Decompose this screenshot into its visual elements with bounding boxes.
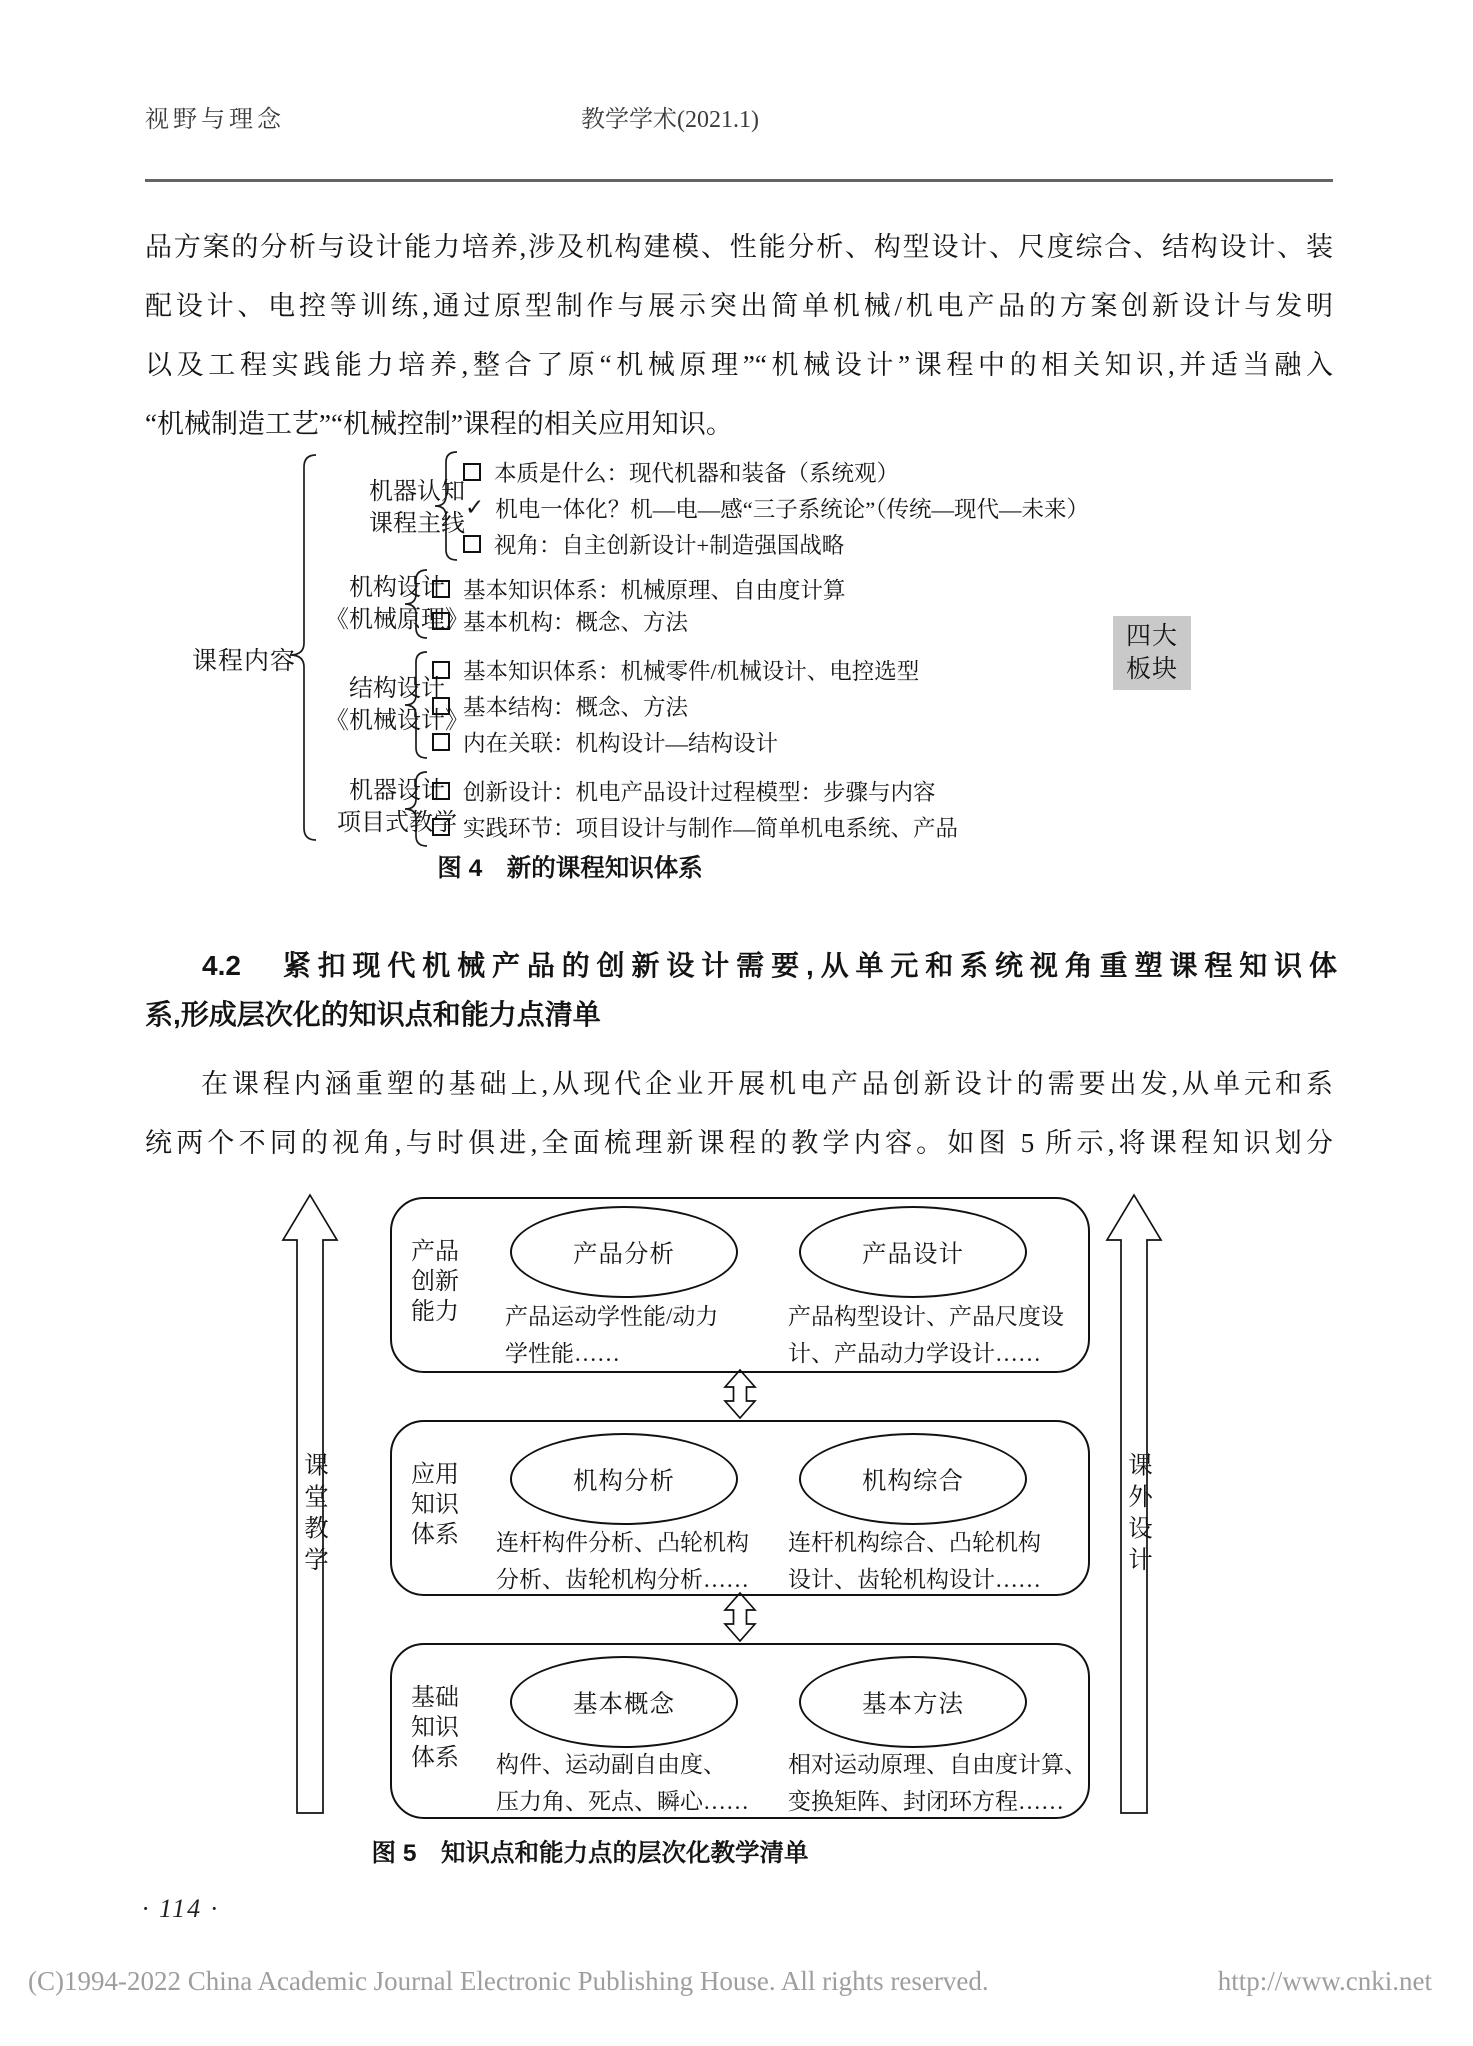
figure4-item	[432, 574, 846, 604]
section-heading: 4.2 紧扣现代机械产品的创新设计需要,从单元和系统视角重塑课程知识体 系,形成层次化的知识点和能力点清单	[145, 950, 1337, 1030]
figure4-branch-label: 机构设计 《机械原理》	[325, 575, 469, 633]
footer-url: http://www.cnki.net	[1217, 1966, 1432, 1996]
layer-note: 相对运动原理、自由度计算、 变换矩阵、封闭环方程……	[788, 1752, 1087, 1814]
checkbox-icon	[432, 733, 450, 751]
figure4-item-text: 基本机构：概念、方法	[463, 610, 689, 635]
ellipse-node: 产品设计	[799, 1206, 1027, 1298]
page-number: · 114 ·	[142, 1894, 220, 1923]
paragraph-2	[145, 1055, 1333, 1173]
figure4-item	[432, 776, 936, 806]
header-divider	[145, 179, 1333, 182]
figure4-item-text: 基本结构：概念、方法	[463, 695, 689, 720]
four-blocks-box: 四大 板块	[1113, 616, 1191, 690]
layer-note: 产品构型设计、产品尺度设 计、产品动力学设计……	[788, 1304, 1064, 1366]
figure4-item	[432, 727, 778, 757]
header-journal-title: 教学学术(2021.1)	[581, 107, 759, 133]
figure4-branch-label: 机器设计 项目式教学	[337, 778, 457, 836]
footer-copyright: (C)1994-2022 China Academic Journal Electronic Publishing House. All rights reserved.	[28, 1966, 989, 1996]
ellipse-node: 机构综合	[799, 1433, 1027, 1525]
paragraph-line: 以及工程实践能力培养,整合了原“机械原理”“机械设计”课程中的相关知识,并适当融入	[145, 350, 1333, 380]
layer-label: 产品 创新 能力	[411, 1239, 459, 1325]
figure4-item-text: 创新设计：机电产品设计过程模型：步骤与内容	[463, 780, 936, 805]
figure4-item-text: 基本知识体系：机械零件/机械设计、电控选型	[463, 659, 920, 684]
figure4-item	[432, 812, 958, 842]
figure4-root-label: 课程内容	[192, 648, 297, 675]
figure4-item	[432, 691, 688, 721]
ellipse-node: 产品分析	[510, 1206, 738, 1298]
checkbox-icon	[432, 818, 450, 836]
paragraph-line: 配设计、电控等训练,通过原型制作与展示突出简单机械/机电产品的方案创新设计与发明	[145, 291, 1333, 321]
extracurricular-arrow-label: 课外设计	[1125, 1452, 1152, 1578]
checkbox-icon	[432, 697, 450, 715]
figure4-item-text: 内在关联：机构设计—结构设计	[463, 731, 779, 756]
ellipse-node: 基本方法	[799, 1656, 1027, 1748]
checkbox-icon	[432, 612, 450, 630]
figure4-item-text: 基本知识体系：机械原理、自由度计算	[463, 578, 846, 603]
figure4-caption: 图 4 新的课程知识体系	[437, 855, 703, 882]
checkbox-icon	[432, 661, 450, 679]
figure4-item	[432, 655, 919, 685]
paragraph-line: “机械制造工艺”“机械控制”课程的相关应用知识。	[145, 409, 733, 439]
figure4-item	[465, 493, 1089, 523]
layer-note: 产品运动学性能/动力 学性能……	[505, 1304, 719, 1366]
figure4-branch-label: 结构设计 《机械设计》	[325, 676, 469, 734]
figure4-item-text: 视角：自主创新设计+制造强国战略	[494, 533, 845, 558]
checkbox-icon	[432, 782, 450, 800]
paragraph-1	[145, 218, 1333, 454]
paragraph-line: 在课程内涵重塑的基础上,从现代企业开展机电产品创新设计的需要出发,从单元和系	[201, 1069, 1333, 1099]
figure4-item-text: 本质是什么：现代机器和装备（系统观）	[494, 461, 900, 486]
figure4-branch-label: 机器认知 课程主线	[369, 479, 465, 537]
figure4-item	[463, 529, 844, 559]
ellipse-node: 机构分析	[510, 1433, 738, 1525]
ellipse-node: 基本概念	[510, 1656, 738, 1748]
figure5-caption: 图 5 知识点和能力点的层次化教学清单	[371, 1840, 809, 1867]
figure4-item	[463, 457, 899, 487]
layer-note: 构件、运动副自由度、 压力角、死点、瞬心……	[496, 1752, 749, 1814]
layer-label: 应用 知识 体系	[411, 1462, 459, 1548]
figure4-item-text: 机电一体化？机—电—感“三子系统论”（传统—现代—未来）	[495, 497, 1090, 522]
checkbox-icon	[463, 535, 481, 553]
check-icon: ✓	[465, 495, 485, 521]
layer-note: 连杆构件分析、凸轮机构 分析、齿轮机构分析……	[496, 1530, 749, 1592]
figure4-item-text: 实践环节：项目设计与制作—简单机电系统、产品	[463, 816, 959, 841]
paragraph-line: 统两个不同的视角,与时俱进,全面梳理新课程的教学内容。如图 5 所示,将课程知识划分	[145, 1128, 1333, 1158]
footer	[28, 1966, 1432, 1997]
layer-note: 连杆机构综合、凸轮机构 设计、齿轮机构设计……	[788, 1530, 1041, 1592]
header-section-title: 视野与理念	[145, 107, 285, 133]
double-arrow	[725, 1593, 755, 1641]
paragraph-line: 品方案的分析与设计能力培养,涉及机构建模、性能分析、构型设计、尺度综合、结构设计、装	[145, 232, 1333, 262]
layer-label: 基础 知识 体系	[411, 1685, 459, 1771]
classroom-arrow-label: 课堂教学	[301, 1452, 328, 1578]
figure4-item	[432, 606, 688, 636]
checkbox-icon	[463, 463, 481, 481]
checkbox-icon	[432, 580, 450, 598]
double-arrow	[725, 1370, 755, 1418]
